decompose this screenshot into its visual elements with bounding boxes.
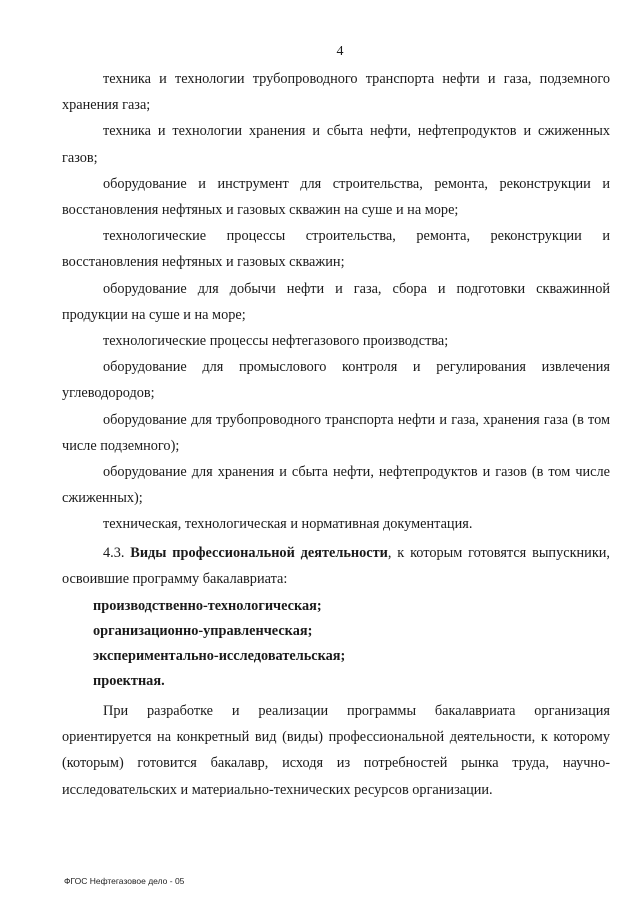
section-heading-paragraph (62, 540, 610, 592)
list-item: техника и технологии хранения и сбыта нефти, нефтепродуктов и сжиженных газов; (62, 123, 610, 166)
list-item: оборудование для промыслового контроля и регулирования извлечения углеводородов; (62, 359, 610, 402)
list-item: техническая, технологическая и нормативная документация. (103, 516, 473, 533)
section-title: Виды профессиональной деятельности (130, 544, 388, 561)
list-item: оборудование и инструмент для строительства, ремонта, реконструкции и восстановления нефтяных и газовых скважин на суше и на море; (62, 175, 610, 219)
activity-type-item: экспериментально-исследовательская; (93, 648, 346, 665)
list-item: техника и технологии трубопроводного транспорта нефти и газа, подземного хранения газа; (62, 71, 610, 114)
list-item: оборудование для трубопроводного транспорта нефти и газа, хранения газа (в том числе подземного); (62, 411, 610, 454)
activity-type-item: производственно-технологическая; (93, 598, 322, 615)
page-number: 4 (336, 44, 344, 59)
section-number: 4.3. (103, 544, 125, 561)
list-item: оборудование для хранения и сбыта нефти, нефтепродуктов и газов (в том числе сжиженных); (62, 464, 610, 507)
document-body (62, 66, 610, 803)
list-item: оборудование для добычи нефти и газа, сбора и подготовки скважинной продукции на суше и на море; (62, 280, 610, 323)
list-item: технологические процессы нефтегазового производства; (103, 333, 449, 350)
list-item: технологические процессы строительства, ремонта, реконструкции и восстановления нефтяных и газовых скважин; (62, 228, 610, 271)
section-rest: , к которым готовятся выпускники, освоившие программу бакалавриата: (62, 544, 610, 587)
activity-type-item: организационно-управленческая; (93, 623, 313, 640)
activity-type-item: проектная. (93, 673, 165, 690)
footer-text: ФГОС Нефтегазовое дело - 05 (64, 876, 185, 886)
closing-paragraph: При разработке и реализации программы бакалавриата организация ориентируется на конкретный вид (виды) профессиональной деятельности, к которому (которым) готовится бакалавр, исходя из потребностей рынка труда, научно-исследовательских и материально-технических ресурсов организации. (62, 703, 610, 798)
